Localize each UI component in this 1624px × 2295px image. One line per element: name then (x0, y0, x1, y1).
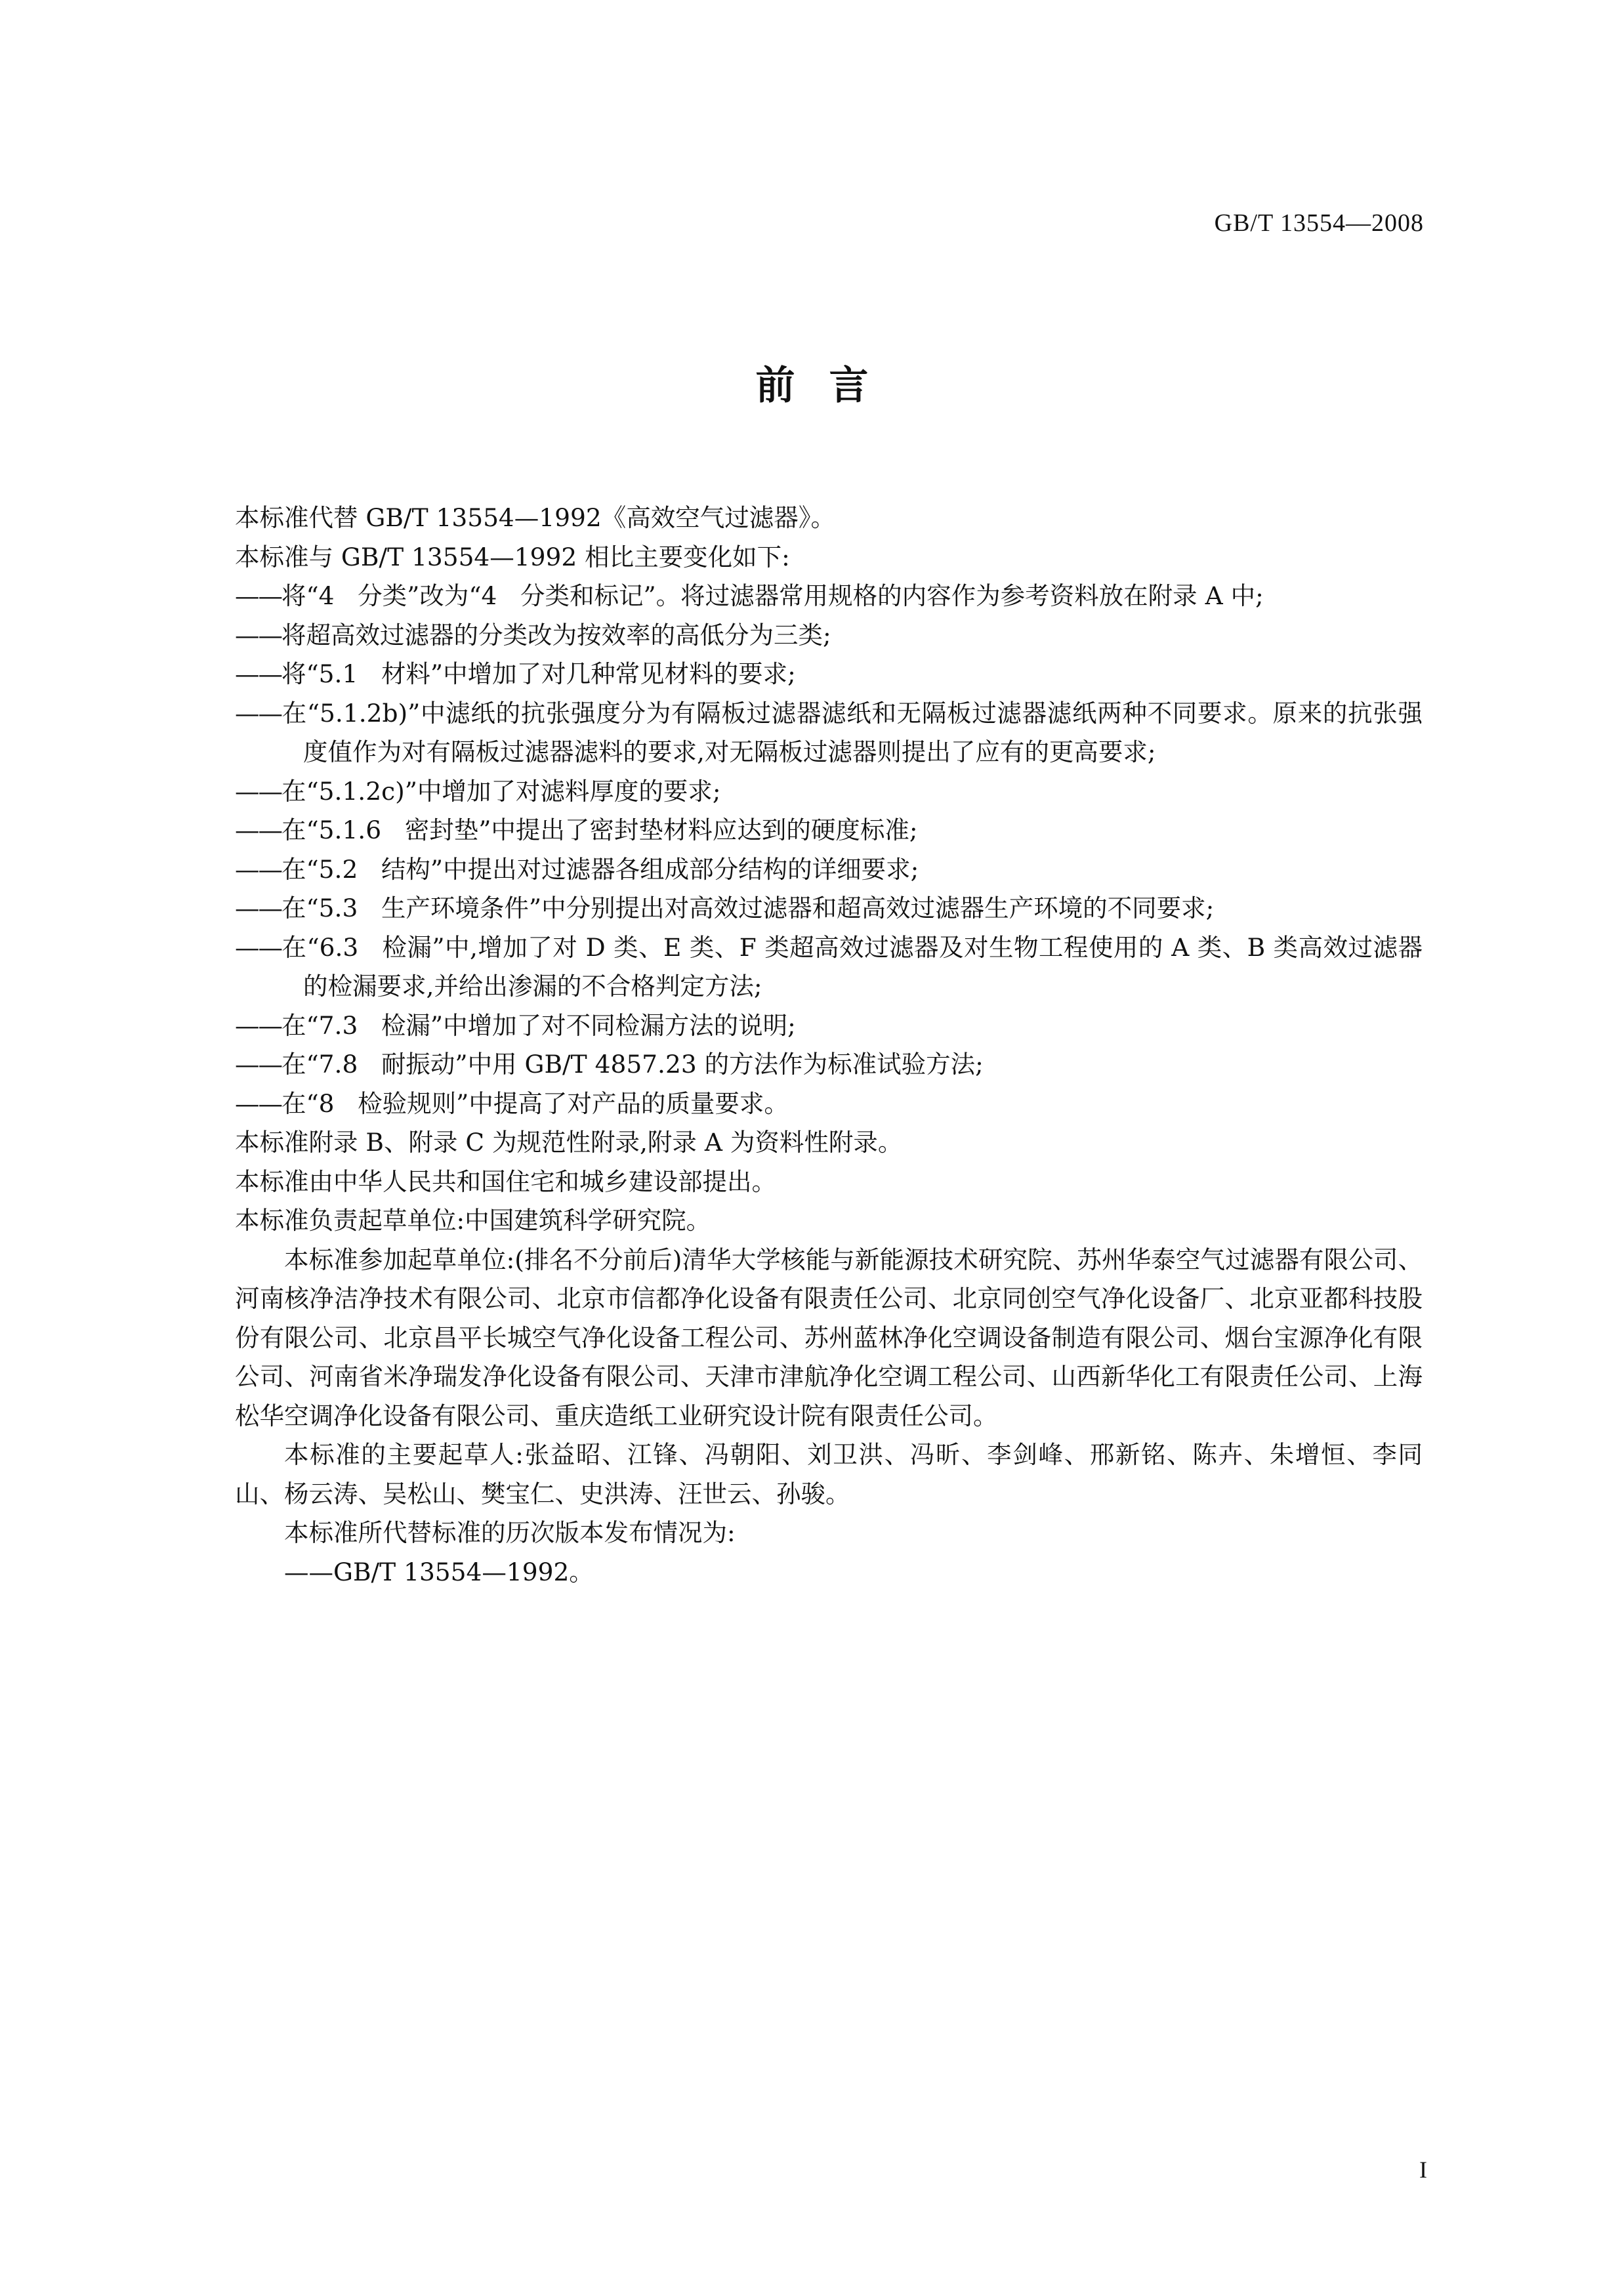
change-item-part: 检验规则”中提高了对产品的质量要求。 (358, 1088, 789, 1118)
em-dash-marker: —— (235, 932, 281, 962)
paragraph-changes-lead (235, 538, 1423, 577)
change-item (235, 1006, 1423, 1046)
change-item-part: 将“4 (281, 581, 335, 610)
em-dash-marker: —— (235, 620, 281, 650)
paragraph-proposed-by: 本标准由中华人民共和国住宅和城乡建设部提出。 (235, 1167, 776, 1196)
change-item (235, 889, 1423, 928)
change-item (235, 1045, 1423, 1085)
change-item-part: 密封垫”中提出了密封垫材料应达到的硬度标准; (404, 816, 918, 844)
paragraph-participating-drafters: 本标准参加起草单位:(排名不分前后)清华大学核能与新能源技术研究院、苏州华泰空气过滤器有限公司、河南核净洁净技术有限公司、北京市信都净化设备有限责任公司、北京同创空气净化设备厂、北京亚都科技股份有限公司、北京昌平长城空气净化设备工程公司、苏州蓝林净化空调设备制造有限公司、烟台宝源净化有限公司、河南省米净瑞发净化设备有限公司、天津市津航净化空调工程公司、山西新华化工有限责任公司、上海松华空调净化设备有限公司、重庆造纸工业研究设计院有限责任公司。 (235, 1245, 1423, 1430)
change-item (235, 850, 1423, 890)
em-dash-marker: —— (235, 816, 281, 844)
em-dash-marker: —— (235, 698, 281, 728)
paragraph-responsible-drafter: 本标准负责起草单位:中国建筑科学研究院。 (235, 1206, 711, 1235)
em-dash-marker: —— (235, 1050, 281, 1079)
change-item-part: 在“5.1.2b)”中滤纸的抗张强度分为有隔板过滤器滤纸和无隔板过滤器滤纸两种不同要求。原来的抗张强度值作为对有隔板过滤器滤料的要求,对无隔板过滤器则提出了应有的更高要求; (281, 698, 1423, 766)
em-dash-marker: —— (235, 854, 281, 884)
em-dash-marker: —— (235, 1088, 281, 1118)
em-dash-marker: —— (235, 581, 281, 610)
changes-list (235, 577, 1423, 1123)
paragraph-history-lead: 本标准所代替标准的历次版本发布情况为: (284, 1518, 736, 1547)
change-item (235, 694, 1423, 772)
running-header-standard-number: GB/T 13554—2008 (1214, 209, 1424, 237)
change-item (235, 772, 1423, 812)
history-item: ——GB/T 13554—1992。 (284, 1557, 594, 1586)
preface-body (235, 499, 1423, 1592)
change-item-part: 结构”中提出对过滤器各组成部分结构的详细要求; (381, 854, 919, 884)
em-dash-marker: —— (235, 776, 281, 806)
change-item (235, 577, 1423, 616)
change-item-part: 分类”改为“4 (358, 581, 497, 610)
em-dash-marker: —— (235, 1010, 281, 1040)
change-item-part: 在“8 (281, 1088, 335, 1118)
change-item-part: 在“5.1.6 (281, 816, 382, 844)
change-item-part: 在“6.3 (281, 932, 359, 962)
change-item (235, 928, 1423, 1006)
change-item-part: 在“5.3 (281, 894, 358, 922)
change-item-part: 检漏”中,增加了对 D 类、E 类、F 类超高效过滤器及对生物工程使用的 A 类、B 类高效过滤器的检漏要求,并给出渗漏的不合格判定方法; (303, 932, 1423, 1001)
change-item-part: 在“5.2 (281, 854, 358, 884)
page-number: I (1419, 2157, 1427, 2183)
change-item-part: 生产环境条件”中分别提出对高效过滤器和超高效过滤器生产环境的不同要求; (381, 894, 1215, 922)
page-title: 前言 (755, 363, 903, 409)
em-dash-marker: —— (235, 894, 281, 922)
paragraph-replaces (235, 499, 1423, 538)
changes-lead-text: 本标准与 GB/T 13554—1992 相比主要变化如下: (235, 542, 790, 571)
change-item (235, 811, 1423, 850)
replaces-text: 本标准代替 GB/T 13554—1992《高效空气过滤器》。 (235, 503, 835, 532)
change-item-part: 在“7.8 (281, 1050, 358, 1079)
paragraph-main-drafters: 本标准的主要起草人:张益昭、江锋、冯朝阳、刘卫洪、冯昕、李剑峰、邢新铭、陈卉、朱增恒、李同山、杨云涛、吴松山、樊宝仁、史洪涛、汪世云、孙骏。 (235, 1440, 1423, 1508)
change-item-part: 检漏”中增加了对不同检漏方法的说明; (381, 1010, 796, 1040)
change-item-part: 将超高效过滤器的分类改为按效率的高低分为三类; (281, 620, 831, 650)
em-dash-marker: —— (235, 659, 281, 688)
paragraph-annexes-note: 本标准附录 B、附录 C 为规范性附录,附录 A 为资料性附录。 (235, 1128, 903, 1157)
change-item-part: 材料”中增加了对几种常见材料的要求; (381, 659, 796, 688)
change-item-part: 耐振动”中用 GB/T 4857.23 的方法作为标准试验方法; (381, 1050, 984, 1079)
change-item-part: 将“5.1 (281, 659, 358, 688)
change-item (235, 655, 1423, 694)
change-item-part: 在“7.3 (281, 1010, 358, 1040)
change-item (235, 1085, 1423, 1124)
change-item-part: 分类和标记”。将过滤器常用规格的内容作为参考资料放在附录 A 中; (520, 581, 1264, 610)
change-item-part: 在“5.1.2c)”中增加了对滤料厚度的要求; (281, 776, 721, 806)
change-item (235, 616, 1423, 655)
